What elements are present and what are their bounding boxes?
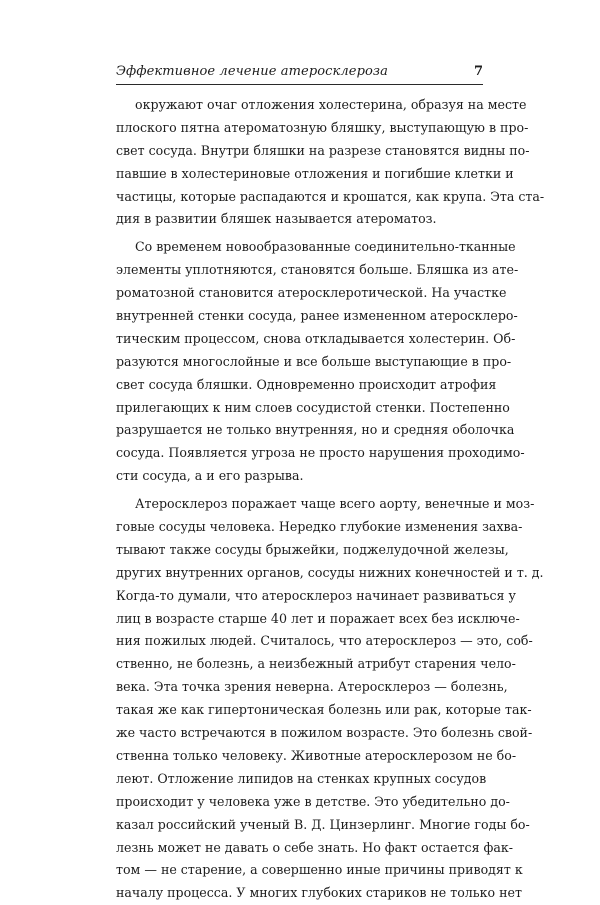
text-line: лезнь может не давать о себе знать. Но факт остается фак- (116, 839, 514, 855)
text-line: леют. Отложение липидов на стенках крупных сосудов (116, 770, 487, 786)
text-line: окружают очаг отложения холестерина, образуя на месте (135, 97, 527, 112)
text-line: внутренней стенки сосуда, ранее измененном атеросклеро- (116, 308, 518, 324)
paragraph-2 (116, 236, 525, 488)
text-line: свет сосуда бляшки. Одновременно происходит атрофия (116, 376, 497, 392)
text-line: частицы, которые распадаются и крошатся, как крупа. Эта ста- (116, 188, 545, 204)
text-line: роматозной становится атеросклеротической. На участке (116, 285, 507, 301)
text-line: века. Эта точка зрения неверна. Атеросклероз — болезнь, (116, 679, 508, 695)
text-line: свет сосуда. Внутри бляшки на разрезе становятся видны по- (116, 142, 530, 158)
text-line: казал российский ученый В. Д. Цинзерлинг. Многие годы бо- (116, 816, 530, 832)
text-line: ственна только человеку. Животные атеросклерозом не бо- (116, 747, 517, 763)
text-line: разуются многослойные и все больше выступающие в про- (116, 353, 512, 369)
text-line: ственно, не болезнь, а неизбежный атрибут старения чело- (116, 656, 516, 672)
text-line: ния пожилых людей. Считалось, что атеросклероз — это, соб- (116, 633, 533, 649)
text-line: прилегающих к ним слоев сосудистой стенки. Постепенно (116, 399, 510, 415)
text-line: тическим процессом, снова откладывается холестерин. Об- (116, 330, 516, 346)
page-number: 7 (473, 64, 483, 79)
text-line: том — не старение, а совершенно иные причины приводят к (116, 862, 523, 878)
text-line: началу процесса. У многих глубоких стариков не только нет (116, 885, 522, 901)
text-line: происходит у человека уже в детстве. Это убедительно до- (116, 793, 510, 809)
text-line: сти сосуда, а и его разрыва. (116, 468, 304, 484)
running-header (116, 64, 483, 86)
text-line: разрушается не только внутренняя, но и средняя оболочка (116, 422, 515, 438)
text-line: лиц в возрасте старше 40 лет и поражает всех без исключе- (116, 610, 520, 626)
running-title: Эффективное лечение атеросклероза (116, 64, 388, 79)
text-line: элементы уплотняются, становятся больше. Бляшка из ате- (116, 262, 519, 278)
text-line: Когда-то думали, что атеросклероз начинает развиваться у (116, 587, 516, 603)
text-line: Со временем новообразованные соединительно-тканные (135, 239, 516, 255)
text-line: других внутренних органов, сосуды нижних конечностей и т. д. (116, 564, 544, 580)
text-line: Атеросклероз поражает чаще всего аорту, венечные и моз- (135, 496, 535, 512)
text-line: тывают также сосуды брыжейки, поджелудочной железы, (116, 541, 509, 557)
text-line: такая же как гипертоническая болезнь или рак, которые так- (116, 702, 532, 718)
text-line: говые сосуды человека. Нередко глубокие изменения захва- (116, 519, 523, 535)
paragraph-3 (116, 493, 544, 905)
body-text (116, 94, 545, 905)
text-line: дия в развитии бляшек называется атероматоз. (116, 211, 437, 227)
text-line: плоского пятна атероматозную бляшку, выступающую в про- (116, 119, 529, 135)
header-rule (116, 84, 483, 85)
text-line: же часто встречаются в пожилом возрасте. Это болезнь свой- (116, 725, 533, 741)
text-line: павшие в холестериновые отложения и погибшие клетки и (116, 165, 514, 181)
text-line: сосуда. Появляется угроза не просто нарушения проходимо- (116, 445, 525, 461)
paragraph-1 (116, 94, 545, 231)
